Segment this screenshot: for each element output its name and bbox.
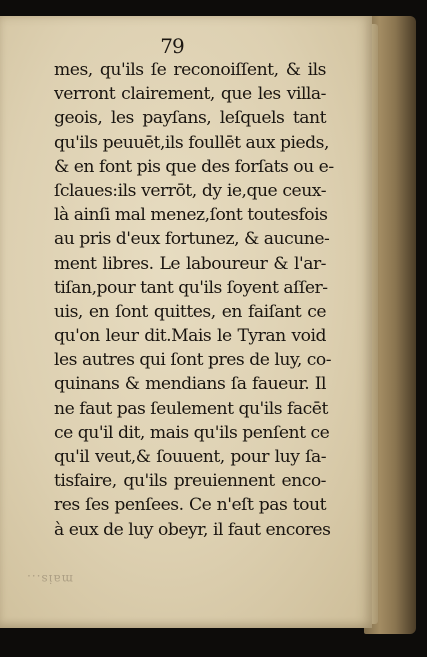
text-line: verront clairement, que les villa- xyxy=(54,84,326,105)
text-line: les autres qui ſont pres de luy, co- xyxy=(54,350,332,371)
text-block xyxy=(54,58,334,542)
text-line: là ainſi mal menez,ſont toutesfois xyxy=(54,205,328,226)
text-line: uis, en ſont quittes, en faiſant ce xyxy=(54,301,326,322)
text-line: à eux de luy obeyr, il faut encores xyxy=(54,519,331,540)
text-line: ment libres. Le laboureur & l'ar- xyxy=(54,253,326,274)
text-line: au pris d'eux fortunez, & aucune- xyxy=(54,229,330,250)
text-line: quinans & mendians ſa faueur. Il xyxy=(54,374,326,395)
text-line: qu'on leur dit.Mais le Tyran void xyxy=(54,326,326,347)
text-line: ce qu'il dit, mais qu'ils penſent ce xyxy=(54,422,330,443)
text-line: tisfaire, qu'ils preuiennent enco- xyxy=(54,471,326,492)
book-page xyxy=(0,16,372,628)
faded-stamp: mais... xyxy=(26,572,73,586)
text-line: res ſes penſees. Ce n'eſt pas tout xyxy=(54,495,326,516)
page-number: 79 xyxy=(160,34,184,58)
text-line: tiſan,pour tant qu'ils ſoyent aſſer- xyxy=(54,277,328,298)
text-line: qu'ils peuuēt,ils foullēt aux pieds, xyxy=(54,132,329,153)
text-line: qu'il veut,& ſouuent, pour luy ſa- xyxy=(54,447,326,467)
text-line: mes, qu'ils ſe reconoiſſent, & ils xyxy=(54,60,326,80)
text-line: ſclaues:ils verrōt, dy ie,que ceux- xyxy=(54,180,326,201)
text-line: ne faut pas ſeulement qu'ils facēt xyxy=(54,398,328,419)
text-line: geois, les payſans, leſquels tant xyxy=(54,108,326,129)
text-line: & en font pis que des forſats ou e- xyxy=(54,156,334,177)
